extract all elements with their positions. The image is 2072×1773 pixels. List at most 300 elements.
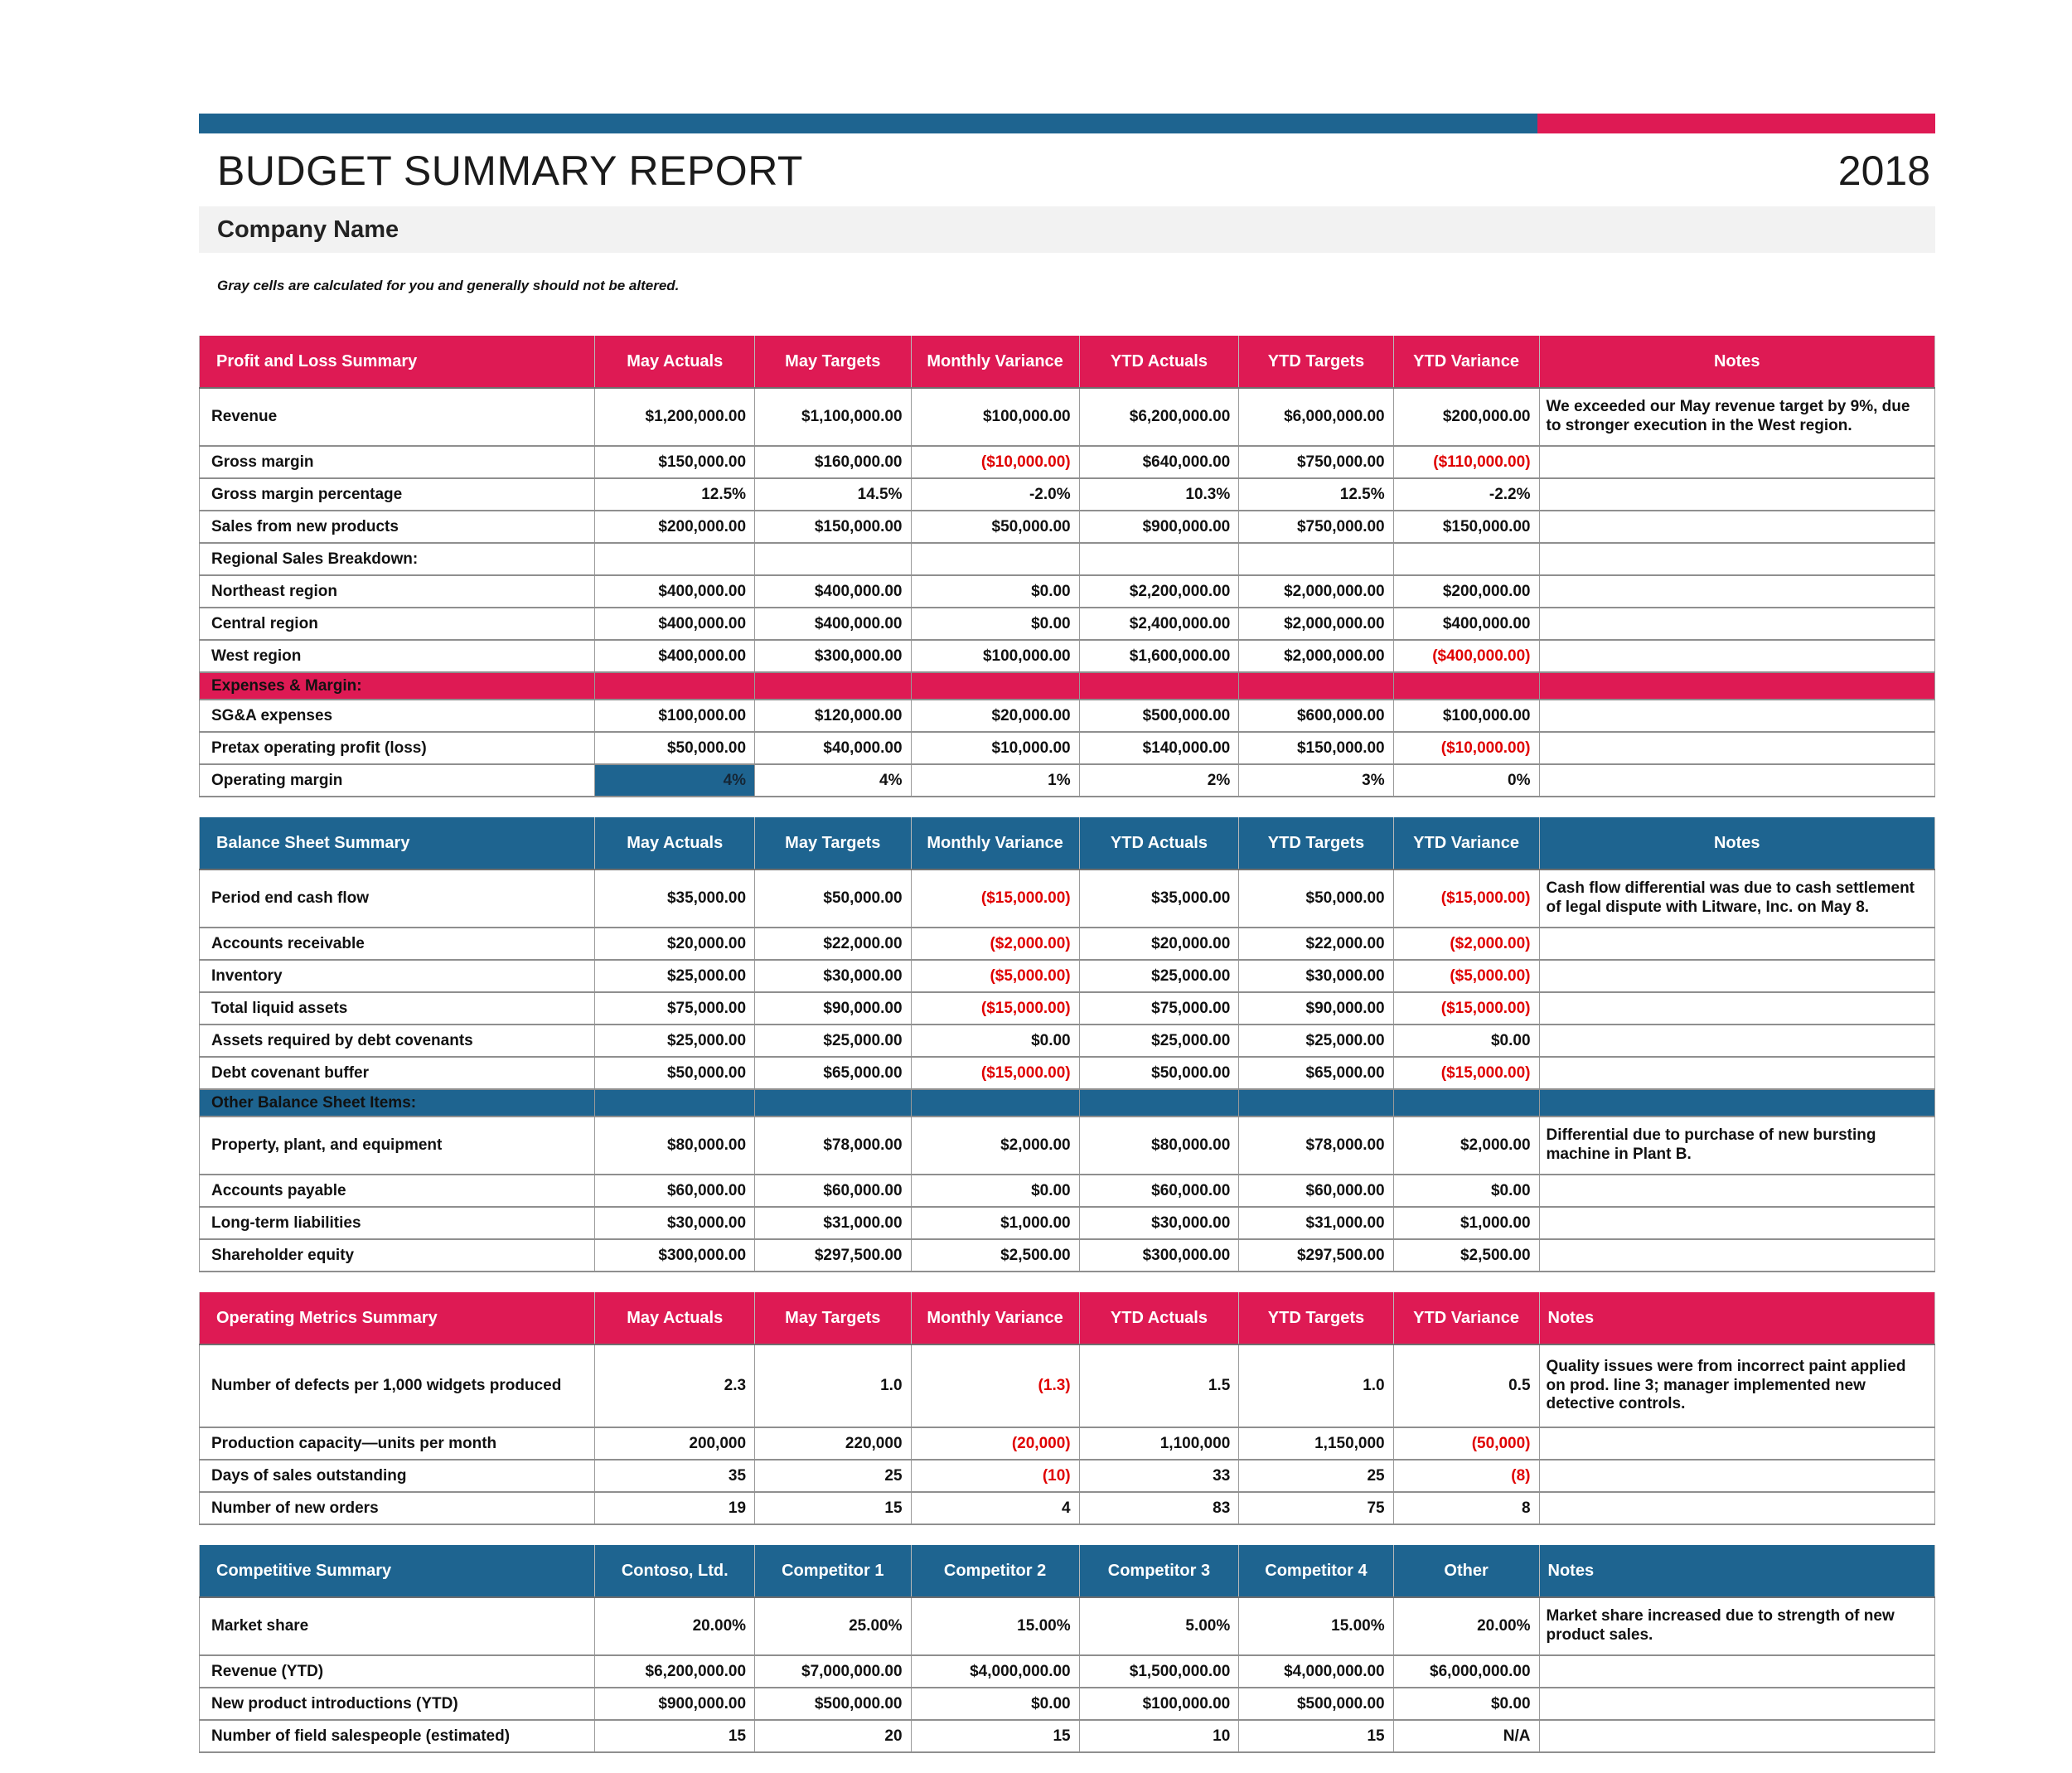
- header-row: [200, 1545, 1935, 1597]
- row-label: Regional Sales Breakdown:: [200, 543, 595, 575]
- cell-value: $750,000.00: [1239, 446, 1393, 478]
- cell-value: $4,000,000.00: [911, 1655, 1079, 1688]
- cell-value: $2,500.00: [911, 1239, 1079, 1272]
- row-label: Accounts payable: [200, 1175, 595, 1207]
- cell-value: $35,000.00: [1079, 870, 1239, 928]
- cell-value: $500,000.00: [755, 1688, 911, 1720]
- cell-value: $25,000.00: [755, 1025, 911, 1057]
- page-title: BUDGET SUMMARY REPORT: [217, 148, 803, 194]
- cell-value: [755, 543, 911, 575]
- cell-value: $100,000.00: [1079, 1688, 1239, 1720]
- cell-value: $2,000,000.00: [1239, 608, 1393, 640]
- cell-value: (20,000): [911, 1427, 1079, 1460]
- row-label: Central region: [200, 608, 595, 640]
- cell-value: $100,000.00: [595, 700, 755, 732]
- column-header: YTD Targets: [1239, 817, 1393, 870]
- cell-value: $6,000,000.00: [1239, 388, 1393, 446]
- column-header: May Targets: [755, 336, 911, 388]
- cell-value: $500,000.00: [1239, 1688, 1393, 1720]
- balance-sheet-summary-header: [200, 817, 1935, 870]
- cell-value: (50,000): [1393, 1427, 1539, 1460]
- cell-value: $900,000.00: [1079, 511, 1239, 543]
- table-row: [200, 1597, 1935, 1655]
- cell-value: $22,000.00: [755, 928, 911, 960]
- cell-value: $25,000.00: [1079, 1025, 1239, 1057]
- cell-value: ($15,000.00): [1393, 992, 1539, 1025]
- column-header: May Targets: [755, 1292, 911, 1344]
- cell-value: $22,000.00: [1239, 928, 1393, 960]
- cell-value: 1.5: [1079, 1344, 1239, 1427]
- cell-value: $78,000.00: [1239, 1117, 1393, 1175]
- row-label: Property, plant, and equipment: [200, 1117, 595, 1175]
- profit-and-loss-summary-body: [200, 388, 1935, 797]
- cell-value: $1,000.00: [911, 1207, 1079, 1239]
- table-row: [200, 1688, 1935, 1720]
- cell-value: $31,000.00: [1239, 1207, 1393, 1239]
- row-label: Northeast region: [200, 575, 595, 608]
- cell-value: $25,000.00: [595, 1025, 755, 1057]
- company-name: Company Name: [217, 216, 399, 243]
- cell-value: ($2,000.00): [1393, 928, 1539, 960]
- competitive-summary-header: [200, 1545, 1935, 1597]
- cell-value: [595, 543, 755, 575]
- row-label: Production capacity—units per month: [200, 1427, 595, 1460]
- cell-note: [1539, 1057, 1934, 1089]
- cell-value: (8): [1393, 1460, 1539, 1492]
- column-header: YTD Actuals: [1079, 336, 1239, 388]
- column-header: Competitor 3: [1079, 1545, 1239, 1597]
- section-banner-cell: [595, 672, 755, 700]
- column-header: Monthly Variance: [911, 1292, 1079, 1344]
- cell-note: [1539, 1460, 1934, 1492]
- cell-value: ($5,000.00): [1393, 960, 1539, 992]
- cell-value: $65,000.00: [755, 1057, 911, 1089]
- competitive-summary-table: [199, 1545, 1935, 1753]
- table-row: [200, 608, 1935, 640]
- cell-value: 10: [1079, 1720, 1239, 1752]
- cell-value: 20.00%: [595, 1597, 755, 1655]
- column-header: YTD Actuals: [1079, 1292, 1239, 1344]
- cell-value: $60,000.00: [755, 1175, 911, 1207]
- column-header: YTD Variance: [1393, 817, 1539, 870]
- table-row: [200, 1427, 1935, 1460]
- section-banner-cell: [1539, 1089, 1934, 1117]
- cell-value: $0.00: [1393, 1025, 1539, 1057]
- section-banner-cell: [911, 672, 1079, 700]
- cell-value: 10.3%: [1079, 478, 1239, 511]
- table-row: [200, 700, 1935, 732]
- title-bar: [199, 147, 1935, 195]
- row-label: Pretax operating profit (loss): [200, 732, 595, 764]
- cell-note: [1539, 1025, 1934, 1057]
- cell-value: 5.00%: [1079, 1597, 1239, 1655]
- cell-value: 12.5%: [1239, 478, 1393, 511]
- section-banner-cell: [755, 1089, 911, 1117]
- cell-value: $0.00: [911, 1175, 1079, 1207]
- cell-value: $6,200,000.00: [1079, 388, 1239, 446]
- cell-note: [1539, 928, 1934, 960]
- cell-note: [1539, 1239, 1934, 1272]
- table-row: [200, 870, 1935, 928]
- cell-value: 83: [1079, 1492, 1239, 1524]
- table-title: Balance Sheet Summary: [200, 817, 595, 870]
- cell-value: $50,000.00: [1079, 1057, 1239, 1089]
- cell-value: $200,000.00: [595, 511, 755, 543]
- cell-value: $1,100,000.00: [755, 388, 911, 446]
- cell-value: (10): [911, 1460, 1079, 1492]
- table-row: [200, 511, 1935, 543]
- row-label: Revenue: [200, 388, 595, 446]
- table-row: [200, 960, 1935, 992]
- cell-value: 1.0: [755, 1344, 911, 1427]
- cell-value: 4%: [755, 764, 911, 797]
- cell-value: 4: [911, 1492, 1079, 1524]
- cell-value: -2.2%: [1393, 478, 1539, 511]
- cell-value: $30,000.00: [1079, 1207, 1239, 1239]
- section-banner-cell: [595, 1089, 755, 1117]
- cell-value: $2,200,000.00: [1079, 575, 1239, 608]
- cell-value: $20,000.00: [911, 700, 1079, 732]
- cell-value: $25,000.00: [1239, 1025, 1393, 1057]
- cell-value: $0.00: [1393, 1175, 1539, 1207]
- row-label: Revenue (YTD): [200, 1655, 595, 1688]
- report-year: 2018: [1837, 148, 1930, 194]
- table-row: [200, 1057, 1935, 1089]
- cell-value: $75,000.00: [595, 992, 755, 1025]
- cell-value: $600,000.00: [1239, 700, 1393, 732]
- cell-value: $500,000.00: [1079, 700, 1239, 732]
- cell-value: $10,000.00: [911, 732, 1079, 764]
- table-row: [200, 1344, 1935, 1427]
- section-banner-row: [200, 1089, 1935, 1117]
- cell-value: $25,000.00: [595, 960, 755, 992]
- cell-value: 220,000: [755, 1427, 911, 1460]
- cell-note: [1539, 764, 1934, 797]
- cell-value: ($15,000.00): [911, 1057, 1079, 1089]
- column-header: May Actuals: [595, 817, 755, 870]
- table-row: [200, 1720, 1935, 1752]
- company-name-band: [199, 206, 1935, 253]
- cell-value: 15: [911, 1720, 1079, 1752]
- cell-note: [1539, 732, 1934, 764]
- row-label: Number of new orders: [200, 1492, 595, 1524]
- cell-value: ($10,000.00): [1393, 732, 1539, 764]
- cell-value: 200,000: [595, 1427, 755, 1460]
- cell-note: [1539, 575, 1934, 608]
- section-banner-cell: [755, 672, 911, 700]
- cell-value: $60,000.00: [1079, 1175, 1239, 1207]
- cell-value: $400,000.00: [595, 640, 755, 672]
- cell-value: $6,000,000.00: [1393, 1655, 1539, 1688]
- cell-value: $100,000.00: [911, 388, 1079, 446]
- balance-sheet-summary-body: [200, 870, 1935, 1272]
- column-header: Competitor 1: [755, 1545, 911, 1597]
- cell-value: $2,400,000.00: [1079, 608, 1239, 640]
- cell-value: ($110,000.00): [1393, 446, 1539, 478]
- operating-metrics-summary-header: [200, 1292, 1935, 1344]
- cell-note: Quality issues were from incorrect paint applied on prod. line 3; manager implemented new detective controls.: [1539, 1344, 1934, 1427]
- cell-note: [1539, 478, 1934, 511]
- table-row: [200, 1655, 1935, 1688]
- cell-value: $20,000.00: [1079, 928, 1239, 960]
- cell-value: ($2,000.00): [911, 928, 1079, 960]
- section-banner-cell: [1079, 672, 1239, 700]
- table-row: [200, 446, 1935, 478]
- cell-value: $150,000.00: [595, 446, 755, 478]
- profit-and-loss-summary-header: [200, 336, 1935, 388]
- section-banner-label: Expenses & Margin:: [200, 672, 595, 700]
- cell-value: [911, 543, 1079, 575]
- table-row: [200, 478, 1935, 511]
- table-row: [200, 1460, 1935, 1492]
- cell-value: ($15,000.00): [1393, 870, 1539, 928]
- cell-value: 1,150,000: [1239, 1427, 1393, 1460]
- cell-value: $50,000.00: [755, 870, 911, 928]
- row-label: Shareholder equity: [200, 1239, 595, 1272]
- row-label: Days of sales outstanding: [200, 1460, 595, 1492]
- section-banner-cell: [1079, 1089, 1239, 1117]
- cell-value: 0%: [1393, 764, 1539, 797]
- cell-note: Market share increased due to strength of new product sales.: [1539, 1597, 1934, 1655]
- cell-value: $40,000.00: [755, 732, 911, 764]
- cell-note: [1539, 543, 1934, 575]
- cell-note: [1539, 640, 1934, 672]
- cell-value: $200,000.00: [1393, 575, 1539, 608]
- cell-value: $1,200,000.00: [595, 388, 755, 446]
- cell-value: $4,000,000.00: [1239, 1655, 1393, 1688]
- row-label: Market share: [200, 1597, 595, 1655]
- cell-note: Cash flow differential was due to cash settlement of legal dispute with Litware, Inc. on May 8.: [1539, 870, 1934, 928]
- notes-column-header: Notes: [1539, 817, 1934, 870]
- cell-value: $25,000.00: [1079, 960, 1239, 992]
- row-label: Inventory: [200, 960, 595, 992]
- notes-column-header: Notes: [1539, 1545, 1934, 1597]
- cell-value: 15: [755, 1492, 911, 1524]
- cell-value: $7,000,000.00: [755, 1655, 911, 1688]
- balance-sheet-summary-table: [199, 817, 1935, 1272]
- cell-value: 0.5: [1393, 1344, 1539, 1427]
- cell-value: 15.00%: [1239, 1597, 1393, 1655]
- cell-value: $50,000.00: [911, 511, 1079, 543]
- column-header: Competitor 4: [1239, 1545, 1393, 1597]
- section-banner-cell: [1393, 1089, 1539, 1117]
- column-header: YTD Actuals: [1079, 817, 1239, 870]
- table-row: [200, 732, 1935, 764]
- section-banner-cell: [1539, 672, 1934, 700]
- cell-value: 15: [595, 1720, 755, 1752]
- section-banner-cell: [1239, 672, 1393, 700]
- cell-value: $140,000.00: [1079, 732, 1239, 764]
- row-label: Sales from new products: [200, 511, 595, 543]
- cell-value: $0.00: [911, 575, 1079, 608]
- cell-value: $1,000.00: [1393, 1207, 1539, 1239]
- operating-metrics-summary-body: [200, 1344, 1935, 1524]
- section-banner-cell: [1239, 1089, 1393, 1117]
- accent-bar: [199, 114, 1935, 133]
- tables-container: [199, 336, 1935, 1753]
- cell-value: $90,000.00: [1239, 992, 1393, 1025]
- cell-value: [1393, 543, 1539, 575]
- cell-value: 15.00%: [911, 1597, 1079, 1655]
- table-row: [200, 992, 1935, 1025]
- cell-value: [1079, 543, 1239, 575]
- header-row: [200, 817, 1935, 870]
- table-row: [200, 1207, 1935, 1239]
- cell-value: 35: [595, 1460, 755, 1492]
- notes-column-header: Notes: [1539, 1292, 1934, 1344]
- row-label: Operating margin: [200, 764, 595, 797]
- row-label: Total liquid assets: [200, 992, 595, 1025]
- cell-value: $2,500.00: [1393, 1239, 1539, 1272]
- cell-value: $80,000.00: [595, 1117, 755, 1175]
- cell-value: $0.00: [911, 608, 1079, 640]
- cell-value: 1.0: [1239, 1344, 1393, 1427]
- table-row: [200, 575, 1935, 608]
- cell-value: $20,000.00: [595, 928, 755, 960]
- cell-value: $35,000.00: [595, 870, 755, 928]
- cell-note: [1539, 960, 1934, 992]
- header-row: [200, 1292, 1935, 1344]
- row-label: Period end cash flow: [200, 870, 595, 928]
- column-header: May Targets: [755, 817, 911, 870]
- cell-value: 19: [595, 1492, 755, 1524]
- cell-value: $300,000.00: [595, 1239, 755, 1272]
- column-header: YTD Targets: [1239, 336, 1393, 388]
- cell-note: [1539, 1688, 1934, 1720]
- section-banner-cell: [1393, 672, 1539, 700]
- row-label: Gross margin percentage: [200, 478, 595, 511]
- table-row: [200, 1239, 1935, 1272]
- cell-note: [1539, 1175, 1934, 1207]
- column-header: Other: [1393, 1545, 1539, 1597]
- cell-value: $2,000.00: [911, 1117, 1079, 1175]
- cell-value: 25: [755, 1460, 911, 1492]
- cell-note: [1539, 1720, 1934, 1752]
- accent-bar-blue-segment: [199, 114, 1537, 133]
- cell-value: ($15,000.00): [911, 992, 1079, 1025]
- table-row: [200, 388, 1935, 446]
- cell-value: 25: [1239, 1460, 1393, 1492]
- cell-value: $400,000.00: [595, 608, 755, 640]
- cell-value: $30,000.00: [755, 960, 911, 992]
- column-header: Contoso, Ltd.: [595, 1545, 755, 1597]
- budget-summary-report-page: [199, 0, 1935, 1773]
- cell-value: $300,000.00: [1079, 1239, 1239, 1272]
- table-row: [200, 1025, 1935, 1057]
- table-row: [200, 764, 1935, 797]
- cell-value: $50,000.00: [595, 732, 755, 764]
- table-title: Competitive Summary: [200, 1545, 595, 1597]
- table-title: Operating Metrics Summary: [200, 1292, 595, 1344]
- cell-value: $65,000.00: [1239, 1057, 1393, 1089]
- cell-value: 14.5%: [755, 478, 911, 511]
- cell-value: $60,000.00: [595, 1175, 755, 1207]
- cell-note: Differential due to purchase of new bursting machine in Plant B.: [1539, 1117, 1934, 1175]
- cell-value: ($15,000.00): [911, 870, 1079, 928]
- cell-value: $2,000,000.00: [1239, 640, 1393, 672]
- cell-value: [1239, 543, 1393, 575]
- cell-note: [1539, 1427, 1934, 1460]
- cell-value: 15: [1239, 1720, 1393, 1752]
- row-label: West region: [200, 640, 595, 672]
- cell-value: (1.3): [911, 1344, 1079, 1427]
- cell-value: ($400,000.00): [1393, 640, 1539, 672]
- column-header: YTD Variance: [1393, 1292, 1539, 1344]
- column-header: May Actuals: [595, 336, 755, 388]
- cell-value: $100,000.00: [1393, 700, 1539, 732]
- cell-value: $50,000.00: [1239, 870, 1393, 928]
- cell-value: $400,000.00: [1393, 608, 1539, 640]
- cell-value: 1%: [911, 764, 1079, 797]
- cell-note: [1539, 992, 1934, 1025]
- column-header: Monthly Variance: [911, 336, 1079, 388]
- highlighted-cell-value: 4%: [595, 764, 755, 797]
- cell-note: [1539, 446, 1934, 478]
- cell-value: -2.0%: [911, 478, 1079, 511]
- cell-value: $150,000.00: [1239, 732, 1393, 764]
- cell-value: 8: [1393, 1492, 1539, 1524]
- cell-value: $150,000.00: [755, 511, 911, 543]
- cell-value: $200,000.00: [1393, 388, 1539, 446]
- cell-value: $78,000.00: [755, 1117, 911, 1175]
- cell-value: $150,000.00: [1393, 511, 1539, 543]
- cell-value: ($15,000.00): [1393, 1057, 1539, 1089]
- cell-note: We exceeded our May revenue target by 9%, due to stronger execution in the West region.: [1539, 388, 1934, 446]
- row-label: SG&A expenses: [200, 700, 595, 732]
- cell-value: 3%: [1239, 764, 1393, 797]
- cell-value: $31,000.00: [755, 1207, 911, 1239]
- header-row: [200, 336, 1935, 388]
- cell-value: $30,000.00: [595, 1207, 755, 1239]
- cell-value: 1,100,000: [1079, 1427, 1239, 1460]
- cell-value: 2.3: [595, 1344, 755, 1427]
- row-label: New product introductions (YTD): [200, 1688, 595, 1720]
- cell-value: 20.00%: [1393, 1597, 1539, 1655]
- row-label: Long-term liabilities: [200, 1207, 595, 1239]
- cell-value: $0.00: [911, 1025, 1079, 1057]
- cell-note: [1539, 1492, 1934, 1524]
- cell-value: $100,000.00: [911, 640, 1079, 672]
- column-header: Monthly Variance: [911, 817, 1079, 870]
- row-label: Number of field salespeople (estimated): [200, 1720, 595, 1752]
- row-label: Gross margin: [200, 446, 595, 478]
- cell-value: 75: [1239, 1492, 1393, 1524]
- cell-value: $400,000.00: [595, 575, 755, 608]
- cell-value: $0.00: [1393, 1688, 1539, 1720]
- cell-value: $0.00: [911, 1688, 1079, 1720]
- cell-value: ($5,000.00): [911, 960, 1079, 992]
- accent-bar-red-segment: [1537, 114, 1935, 133]
- section-banner-row: [200, 672, 1935, 700]
- cell-value: $400,000.00: [755, 575, 911, 608]
- row-label: Debt covenant buffer: [200, 1057, 595, 1089]
- column-header: May Actuals: [595, 1292, 755, 1344]
- table-row: [200, 640, 1935, 672]
- table-title: Profit and Loss Summary: [200, 336, 595, 388]
- cell-value: $90,000.00: [755, 992, 911, 1025]
- cell-note: [1539, 1207, 1934, 1239]
- gray-cells-disclaimer: Gray cells are calculated for you and generally should not be altered.: [217, 278, 680, 293]
- row-label: Assets required by debt covenants: [200, 1025, 595, 1057]
- cell-value: 20: [755, 1720, 911, 1752]
- cell-value: $160,000.00: [755, 446, 911, 478]
- table-row: [200, 1492, 1935, 1524]
- profit-and-loss-summary-table: [199, 336, 1935, 797]
- cell-value: $297,500.00: [1239, 1239, 1393, 1272]
- cell-value: $30,000.00: [1239, 960, 1393, 992]
- cell-value: $640,000.00: [1079, 446, 1239, 478]
- competitive-summary-body: [200, 1597, 1935, 1752]
